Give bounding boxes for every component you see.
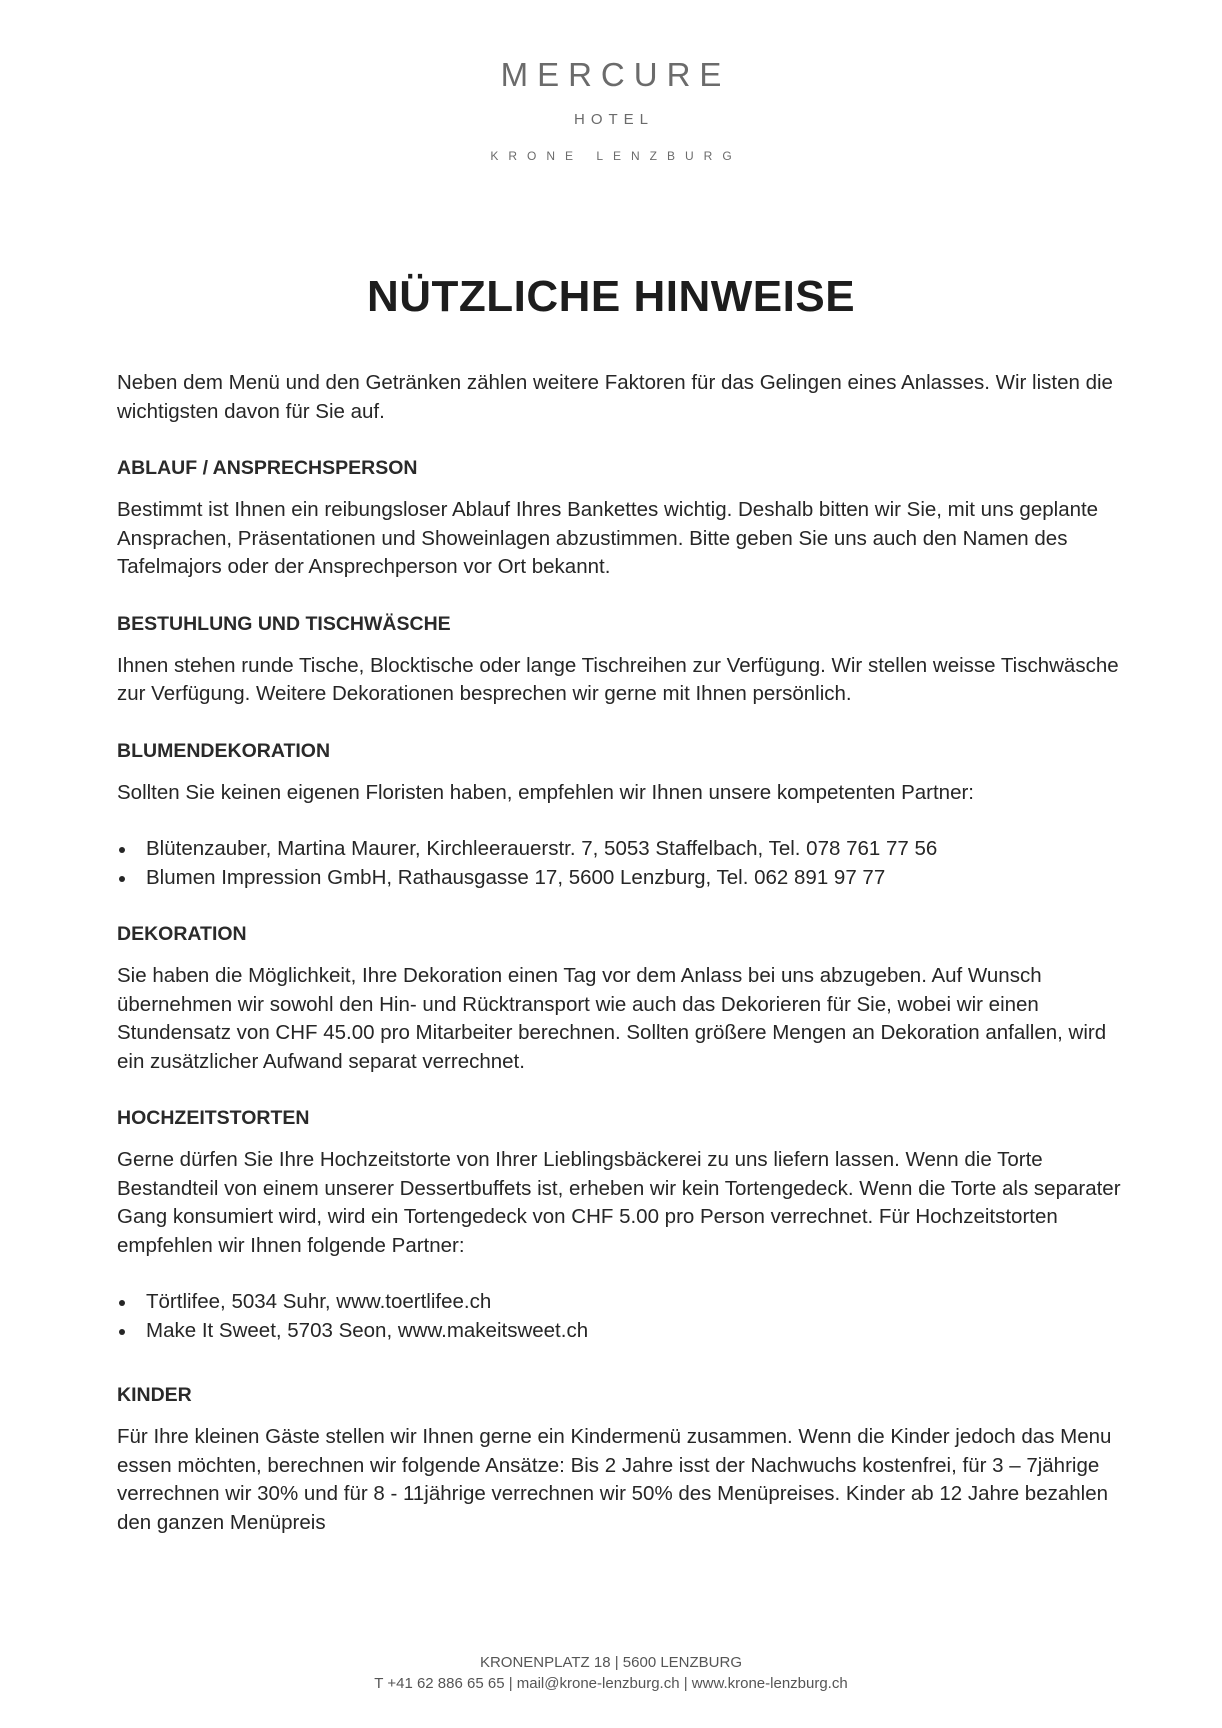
- section-heading: BLUMENDEKORATION: [117, 739, 331, 762]
- footer-contact: T +41 62 886 65 65 | mail@krone-lenzburg.ch | www.krone-lenzburg.ch: [374, 1675, 848, 1692]
- list-item: Blumen Impression GmbH, Rathausgasse 17, 5600 Lenzburg, Tel. 062 891 97 77: [146, 864, 1127, 893]
- intro-paragraph: Neben dem Menü und den Getränken zählen weitere Faktoren für das Gelingen eines Anlasses. Wir listen die wichtigsten davon für Sie auf.: [117, 371, 1113, 423]
- section-text: Für Ihre kleinen Gäste stellen wir Ihnen gerne ein Kindermenü zusammen. Wenn die Kinder jedoch das Menu essen möchten, berechnen wir folgende Ansätze: Bis 2 Jahre isst der Nachwuchs kostenfrei, für 3 – 7jährige verrechnen wir 30% und für 8 - 11jährige verrechnen wir 50% des Menüpreises. Kinder ab 12 Jahre bezahlen den ganzen Menüpreis: [117, 1425, 1112, 1534]
- document-body: [117, 369, 1127, 1565]
- logo-brand: MERCURE: [500, 56, 731, 93]
- logo-subtitle: HOTEL: [573, 111, 654, 128]
- section-ablauf: [117, 454, 1127, 582]
- page-footer: [0, 1652, 1222, 1694]
- section-bestuhlung: [117, 610, 1127, 709]
- partner-list: [117, 835, 1127, 892]
- section-text: Sollten Sie keinen eigenen Floristen haben, empfehlen wir Ihnen unsere kompetenten Partner:: [117, 780, 974, 804]
- section-heading: DEKORATION: [117, 923, 247, 945]
- list-item: Törtlifee, 5034 Suhr, www.toertlifee.ch: [146, 1288, 1127, 1317]
- section-kinder: [117, 1381, 1127, 1537]
- section-heading: ABLAUF / ANSPRECHSPERSON: [117, 457, 418, 479]
- section-text: Bestimmt ist Ihnen ein reibungsloser Ablauf Ihres Bankettes wichtig. Deshalb bitten wir Sie, mit uns geplante Ansprachen, Präsentationen und Showeinlagen abzustimmen. Bitte geben Sie uns auch den Namen des Tafelmajors oder der Ansprechperson vor Ort bekannt.: [117, 498, 1099, 578]
- list-item: Make It Sweet, 5703 Seon, www.makeitsweet.ch: [146, 1317, 1127, 1346]
- section-hochzeitstorten: [117, 1104, 1127, 1345]
- section-heading: KINDER: [117, 1384, 192, 1406]
- logo-location: KRONE LENZBURG: [490, 149, 742, 163]
- page-title: NÜTZLICHE HINWEISE: [366, 272, 856, 321]
- section-blumendekoration: [117, 737, 1127, 893]
- section-heading: BESTUHLUNG UND TISCHWÄSCHE: [117, 612, 451, 635]
- partner-list: [117, 1288, 1127, 1345]
- section-heading: HOCHZEITSTORTEN: [117, 1107, 310, 1129]
- section-dekoration: [117, 920, 1127, 1076]
- list-item: Blütenzauber, Martina Maurer, Kirchleerauerstr. 7, 5053 Staffelbach, Tel. 078 761 77 56: [146, 835, 1127, 864]
- section-text: Gerne dürfen Sie Ihre Hochzeitstorte von Ihrer Lieblingsbäckerei zu uns liefern lassen. Wenn die Torte Bestandteil von einem unserer Dessertbuffets ist, erheben wir kein Tortengedeck. Wenn die Torte als separater Gang konsumiert wird, wird ein Tortengedeck von CHF 5.00 pro Person verrechnet. Für Hochzeitstorten empfehlen wir Ihnen folgende Partner:: [117, 1148, 1121, 1257]
- section-text: Sie haben die Möglichkeit, Ihre Dekoration einen Tag vor dem Anlass bei uns abzugeben. Auf Wunsch übernehmen wir sowohl den Hin- und Rücktransport wie auch das Dekorieren für Sie, wobei wir einen Stundensatz von CHF 45.00 pro Mitarbeiter berechnen. Sollten größere Mengen an Dekoration anfallen, wird ein zusätzlicher Aufwand separat verrechnet.: [117, 964, 1107, 1073]
- footer-address: KRONENPLATZ 18 | 5600 LENZBURG: [479, 1654, 743, 1671]
- section-text: Ihnen stehen runde Tische, Blocktische oder lange Tischreihen zur Verfügung. Wir stellen weisse Tischwäsche zur Verfügung. Weitere Dekorationen besprechen wir gerne mit Ihnen persönlich.: [117, 653, 1119, 705]
